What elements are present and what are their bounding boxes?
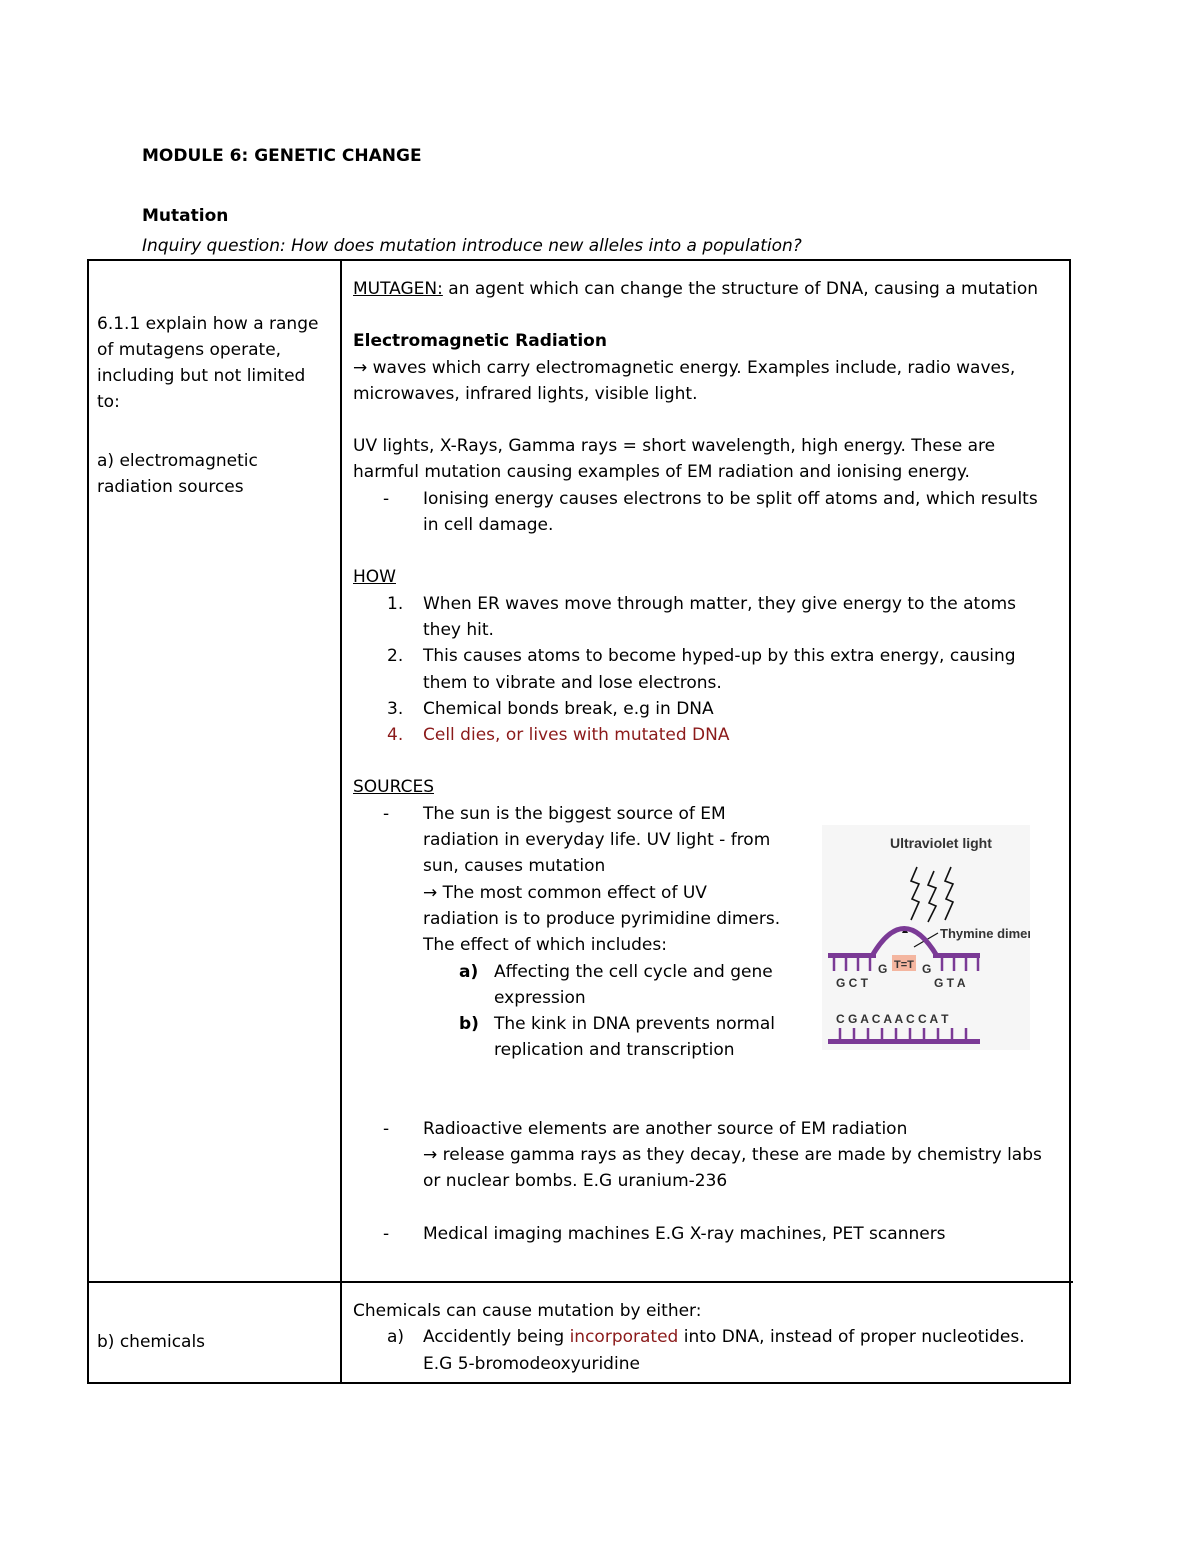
- thymine-dimer-label: Thymine dimer: [940, 926, 1030, 941]
- emr-heading: Electromagnetic Radiation: [353, 331, 607, 352]
- sub-point-em-radiation: a) electromagnetic radiation sources: [97, 451, 258, 497]
- thymine-dimer-diagram: [822, 825, 1030, 1050]
- uv-rays: [911, 867, 953, 922]
- inquiry-question: Inquiry question: How does mutation introduce new alleles into a population?: [142, 236, 802, 256]
- chemicals-intro: Chemicals can cause mutation by either:: [353, 1301, 702, 1321]
- effect-b: b) The kink in DNA prevents normal replication and transcription: [459, 1014, 776, 1061]
- bottom-strand-bases: C G A C A A C C A T: [836, 1012, 949, 1026]
- left-g: G: [878, 962, 888, 976]
- module-title: MODULE 6: GENETIC CHANGE: [142, 146, 422, 166]
- how-step-2: 2. This causes atoms to become hyped-up by this extra energy, causing them to vibrate and lose electrons.: [387, 646, 1016, 693]
- sub-point-chemicals: b) chemicals: [97, 1332, 206, 1352]
- row1-content: [353, 276, 1058, 1247]
- right-g: G: [922, 962, 932, 976]
- thymine-dimer-figure: [822, 825, 1030, 1050]
- top-right-bases: G T A: [934, 976, 966, 990]
- how-step-4: 4. Cell dies, or lives with mutated DNA: [387, 725, 730, 746]
- source-sun: - The sun is the biggest source of EM radiation in everyday life. UV light - from sun, causes mutation → The most common effect of UV radiation is to produce pyrimidine dimers. The effect of which includes:: [383, 803, 781, 956]
- how-step-3: 3. Chemical bonds break, e.g in DNA: [387, 698, 714, 719]
- mutagen-term: MUTAGEN:: [353, 279, 443, 299]
- emr-description: → waves which carry electromagnetic energy. Examples include, radio waves, microwaves, infrared lights, visible light.: [353, 357, 1016, 404]
- effect-a: a) Affecting the cell cycle and gene expression: [459, 961, 773, 1008]
- bottom-strand: [828, 1039, 980, 1044]
- uv-light-label: Ultraviolet light: [890, 835, 992, 851]
- incorporated-text: incorporated: [569, 1327, 679, 1348]
- uv-ray: [911, 867, 919, 920]
- column-divider: [340, 259, 342, 1384]
- top-strand-right: [933, 953, 980, 958]
- mutagen-definition: MUTAGEN: an agent which can change the structure of DNA, causing a mutation: [353, 279, 1038, 299]
- dimer-text: T=T: [894, 959, 914, 971]
- uv-ray: [928, 871, 936, 922]
- top-strand-left: [828, 953, 876, 958]
- section-title: Mutation: [142, 206, 229, 226]
- how-heading: HOW: [353, 567, 396, 588]
- row2-content: [353, 1298, 1058, 1377]
- ionising-bullet: - Ionising energy causes electrons to be split off atoms and, which results in cell damage.: [383, 488, 1038, 536]
- chemical-item-a: a) Accidently being incorporated into DNA, instead of proper nucleotides. E.G 5-bromodeoxyuridine: [387, 1327, 1025, 1374]
- source-medical: - Medical imaging machines E.G X-ray machines, PET scanners: [383, 1223, 946, 1244]
- source-radioactive: - Radioactive elements are another source of EM radiation → release gamma rays as they decay, these are made by chemistry labs or nuclear bombs. E.G uranium-236: [383, 1118, 1042, 1192]
- syllabus-point: 6.1.1 explain how a range of mutagens operate, including but not limited to:: [97, 314, 319, 412]
- sources-heading: SOURCES: [353, 777, 434, 798]
- how-step-1: 1. When ER waves move through matter, they give energy to the atoms they hit.: [387, 593, 1017, 640]
- top-left-bases: G C T: [836, 976, 868, 990]
- uv-ray: [945, 867, 953, 920]
- row-divider: [87, 1281, 1073, 1283]
- uv-paragraph: UV lights, X-Rays, Gamma rays = short wavelength, high energy. These are harmful mutation causing examples of EM radiation and ionising energy.: [353, 436, 996, 483]
- bottom-ticks: [840, 1028, 966, 1040]
